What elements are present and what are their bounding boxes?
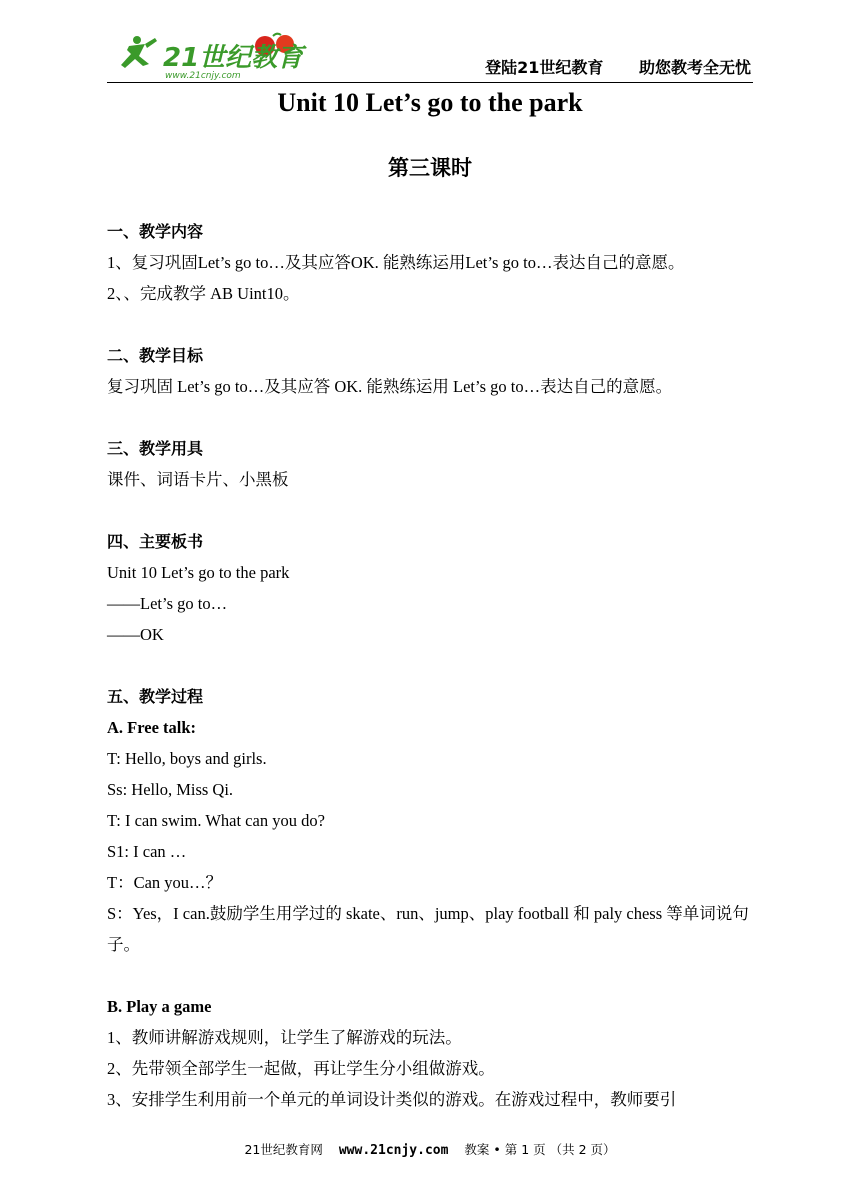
paragraph: T：Can you…？ <box>107 873 223 892</box>
paragraph: 复习巩固 Let’s go to…及其应答 OK. 能熟练运用 Let’s go to…表达自己的意愿。 <box>107 377 673 396</box>
paragraph: T: I can swim. What can you do? <box>107 811 325 830</box>
paragraph: 2、、完成教学 AB Uint10。 <box>107 284 300 303</box>
paragraph: 1、教师讲解游戏规则，让学生了解游戏的玩法。 <box>107 1028 462 1047</box>
subsection-heading: A. Free talk: <box>107 718 197 737</box>
slogan-right: 助您教考全无忧 <box>638 58 751 77</box>
svg-text:www.21cnjy.com: www.21cnjy.com <box>165 71 241 80</box>
site-logo <box>115 32 315 80</box>
paragraph: S：Yes，I can.鼓励学生用学过的 skate、run、jump、play football 和 paly chess 等单词说句子。 <box>107 904 749 954</box>
paragraph: ——Let’s go to… <box>107 594 228 613</box>
paragraph: 3、安排学生利用前一个单元的单词设计类似的游戏。在游戏过程中，教师要引 <box>107 1090 677 1109</box>
paragraph: Unit 10 Let’s go to the park <box>107 563 290 582</box>
subsection-heading: B. Play a game <box>107 997 212 1016</box>
slogan-left: 登陆21世纪教育 <box>485 58 604 77</box>
document-body <box>107 216 755 1115</box>
footer-page-number: 教案 • 第 1 页 （共 2 页） <box>464 1142 616 1157</box>
page-subtitle: 第三课时 <box>388 156 472 180</box>
footer-site-link[interactable]: www.21cnjy.com <box>338 1143 449 1158</box>
section-heading: 五、教学过程 <box>107 687 204 706</box>
paragraph: 1、复习巩固Let’s go to…及其应答OK. 能熟练运用Let’s go to…表达自己的意愿。 <box>107 253 685 272</box>
header-slogan <box>455 55 751 78</box>
paragraph: 课件、词语卡片、小黑板 <box>107 470 289 489</box>
paragraph: ——OK <box>107 625 164 644</box>
section-heading: 一、教学内容 <box>107 222 204 241</box>
page-title: Unit 10 Let’s go to the park <box>277 88 583 117</box>
footer-left: 21世纪教育网 <box>244 1142 323 1157</box>
runner-icon <box>121 36 157 68</box>
page-footer <box>0 1140 860 1158</box>
page-header <box>107 30 753 83</box>
paragraph: T: Hello, boys and girls. <box>107 749 267 768</box>
paragraph: Ss: Hello, Miss Qi. <box>107 780 234 799</box>
paragraph: S1: I can … <box>107 842 187 861</box>
section-heading: 四、主要板书 <box>107 532 204 551</box>
section-heading: 三、教学用具 <box>107 439 204 458</box>
svg-text:21世纪教育: 21世纪教育 <box>163 43 304 73</box>
section-heading: 二、教学目标 <box>107 346 204 365</box>
paragraph: 2、先带领全部学生一起做，再让学生分小组做游戏。 <box>107 1059 495 1078</box>
